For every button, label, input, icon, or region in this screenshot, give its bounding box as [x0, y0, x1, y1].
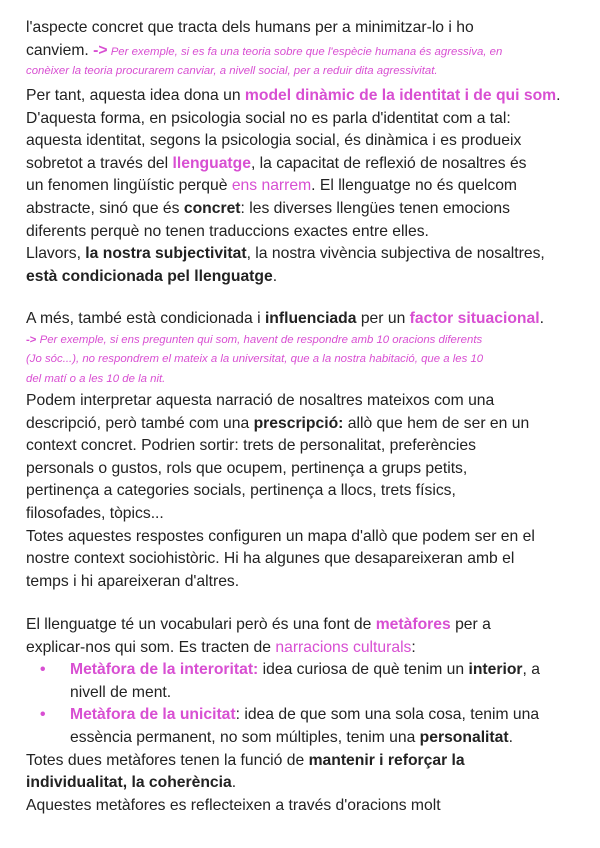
- highlight-term: ens narrem: [231, 177, 312, 195]
- text-line: aquesta identitat, segons la psicologia social, és dinàmica i es produeix: [26, 132, 522, 150]
- arrow-icon: ->: [26, 333, 37, 346]
- example-note-line: del matí o a les 10 de la nit.: [26, 372, 166, 385]
- example-note-line: -> Per exemple, si ens pregunten qui som, havent de respondre amb 10 oracions diferents: [26, 333, 483, 346]
- example-note-line: conèixer la teoria procurarem canviar, a nivell social, per a reduir dita agressivitat.: [26, 65, 438, 78]
- paragraph-intro: [26, 17, 574, 82]
- highlight-term: llenguatge: [172, 154, 251, 172]
- bold-term: individualitat, la coherència: [26, 774, 232, 792]
- text-line: abstracte, sinó que és concret: les diverses llengües tenen emocions: [26, 199, 510, 217]
- text-line: filosofades, tòpics...: [26, 504, 164, 522]
- text-line: pertinença a categories socials, pertinença a llocs, trets físics,: [26, 482, 456, 500]
- text-line: nostre context sociohistòric. Hi ha algunes que desapareixeran amb el: [26, 550, 515, 568]
- bold-term: interior: [468, 661, 523, 679]
- example-note: Per exemple, si es fa una teoria sobre que l'espècie humana és agressiva, en: [107, 45, 503, 58]
- text-line: Totes dues metàfores tenen la funció de mantenir i reforçar la: [26, 751, 465, 769]
- highlight-term: Metàfora de la unicitat: [70, 706, 236, 724]
- text-line: sobretot a través del llenguatge, la capacitat de reflexió de nosaltres és: [26, 154, 527, 172]
- bold-term: influenciada: [264, 310, 357, 327]
- text-line: individualitat, la coherència.: [26, 774, 237, 792]
- text-line: l'aspecte concret que tracta dels humans per a minimitzar-lo i ho: [26, 19, 474, 36]
- paragraph-narration: [26, 390, 574, 593]
- arrow-icon: ->: [93, 41, 108, 59]
- highlight-term: metàfores: [375, 616, 451, 633]
- text-line: Llavors, la nostra subjectivitat, la nostra vivència subjectiva de nosaltres,: [26, 245, 545, 263]
- bullet-icon: •: [40, 661, 46, 679]
- text-line: context concret. Podrien sortir: trets de personalitat, preferències: [26, 437, 476, 455]
- bold-term: concret: [183, 199, 241, 217]
- text-line: personals o gustos, rols que ocupem, pertinença a grups petits,: [26, 459, 468, 477]
- text-line: un fenomen lingüístic perquè ens narrem. El llenguatge no és quelcom: [26, 177, 517, 195]
- highlight-term: Metàfora de la interoritat:: [70, 661, 259, 679]
- text-line: descripció, però també com una prescripció: allò que hem de ser en un: [26, 414, 530, 432]
- bold-term: està condicionada pel llenguatge: [26, 267, 273, 285]
- text-span: canviem.: [26, 41, 94, 59]
- example-note-line: (Jo sóc...), no respondrem el mateix a la universitat, que a la nostra habitació, que a les 10: [26, 353, 484, 366]
- text-line: està condicionada pel llenguatge.: [26, 267, 278, 285]
- highlight-term: model dinàmic de la identitat i de qui som: [244, 87, 557, 104]
- text-line: explicar-nos qui som. Es tracten de narracions culturals:: [26, 638, 416, 656]
- text-line: Totes aquestes respostes configuren un mapa d'allò que podem ser en el: [26, 527, 535, 545]
- paragraph-situational: [26, 308, 574, 389]
- list-item: • Metàfora de la unicitat: idea de que som una sola cosa, tenim una: [26, 704, 574, 727]
- text-line: El llenguatge té un vocabulari però és una font de metàfores per a: [26, 616, 491, 633]
- text-line: temps i hi apareixeran d'altres.: [26, 572, 240, 590]
- bullet-icon: •: [40, 706, 46, 724]
- text-line: Aquestes metàfores es reflecteixen a través d'oracions molt: [26, 796, 441, 814]
- paragraph-metaphors: [26, 614, 574, 817]
- list-item-continuation: nivell de ment.: [70, 683, 172, 701]
- highlight-term: narracions culturals: [275, 638, 412, 656]
- text-line: Podem interpretar aquesta narració de nosaltres mateixos com una: [26, 392, 495, 409]
- text-line: Per tant, aquesta idea dona un model dinàmic de la identitat i de qui som.: [26, 87, 561, 104]
- text-line: A més, també està condicionada i influenciada per un factor situacional.: [26, 310, 544, 327]
- list-item-continuation: essència permanent, no som múltiples, tenim una personalitat.: [70, 728, 513, 746]
- paragraph-identity: [26, 85, 574, 288]
- list-item: • Metàfora de la interoritat: idea curiosa de què tenim un interior, a: [26, 659, 574, 682]
- bold-term: personalitat: [419, 728, 509, 746]
- text-line: [26, 40, 574, 63]
- text-line: diferents perquè no tenen traduccions exactes entre elles.: [26, 222, 429, 240]
- highlight-term: factor situacional: [409, 310, 540, 327]
- bold-term: la nostra subjectivitat: [85, 245, 247, 263]
- text-line: D'aquesta forma, en psicologia social no es parla d'identitat com a tal:: [26, 109, 511, 127]
- bold-term: mantenir i reforçar la: [308, 751, 465, 769]
- bold-term: prescripció:: [253, 414, 344, 432]
